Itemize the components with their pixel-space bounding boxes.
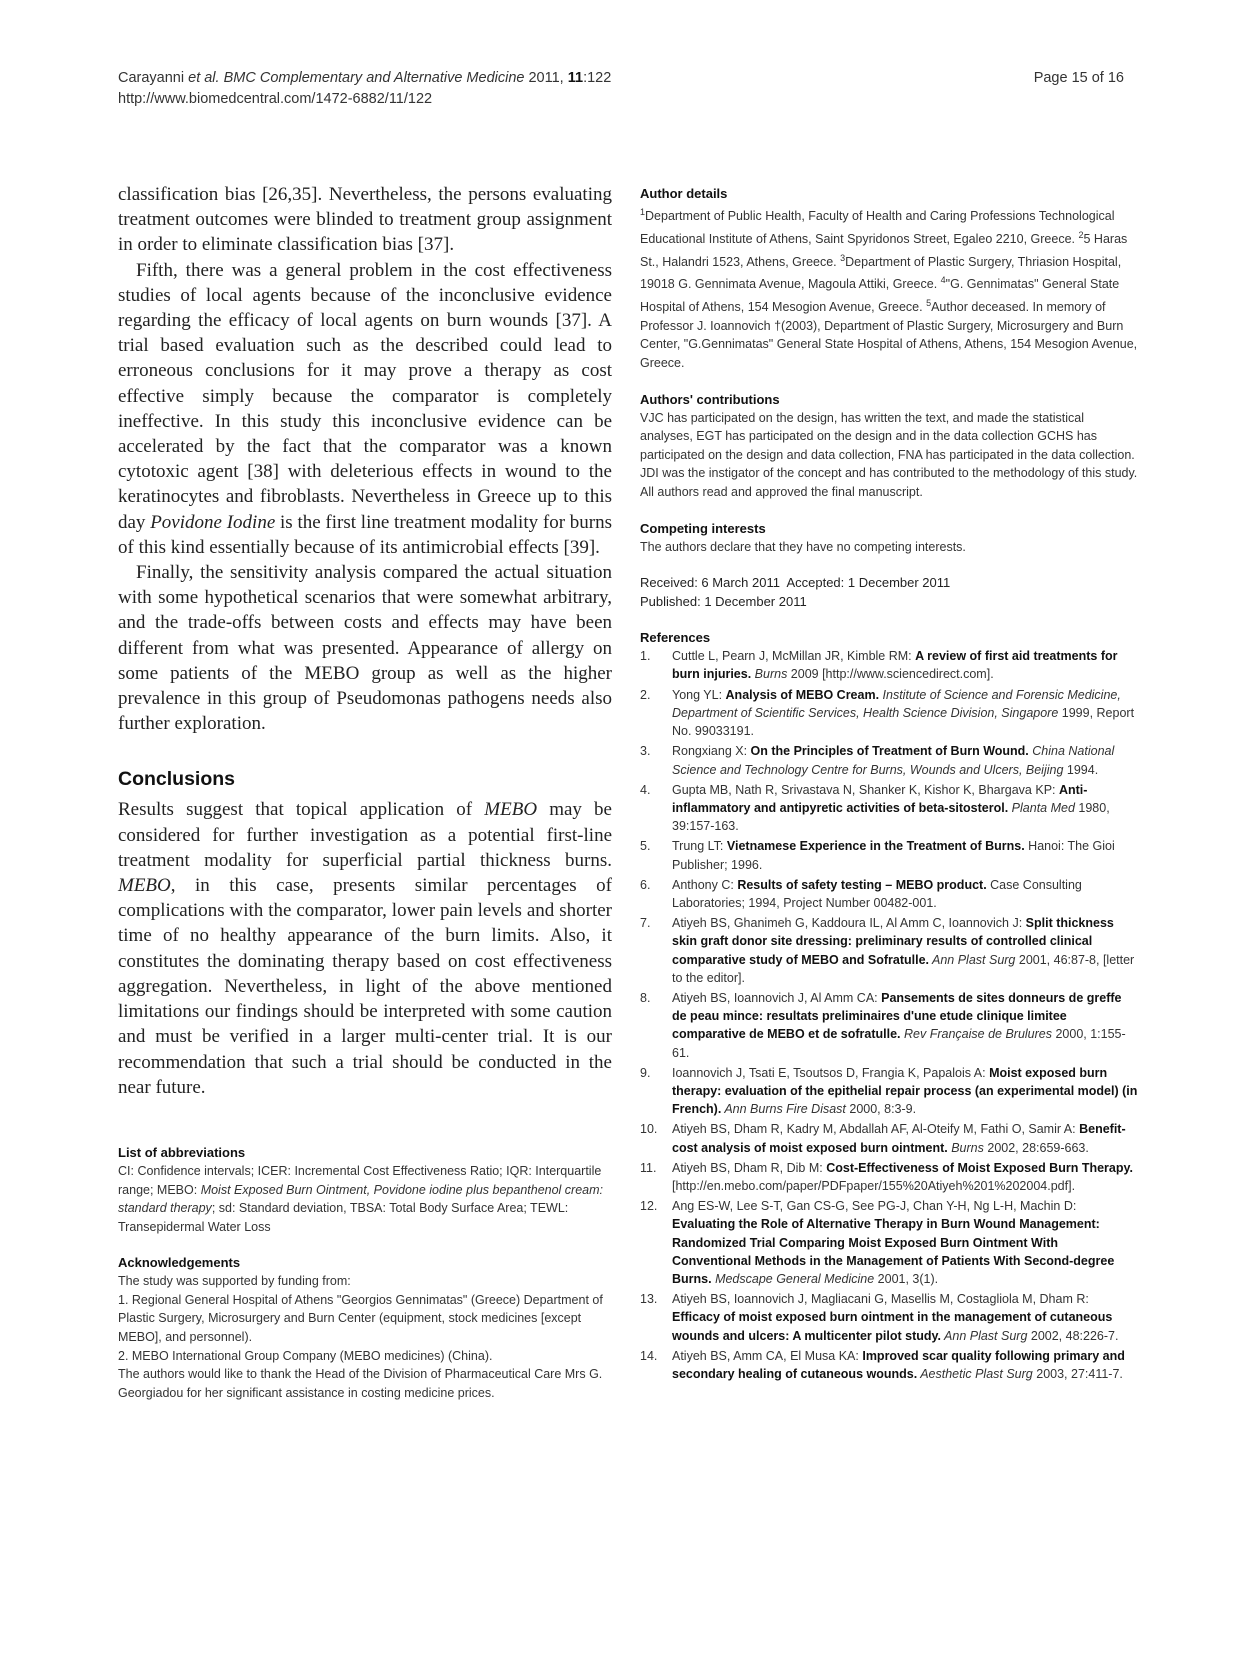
reference-number: 9. — [640, 1065, 651, 1080]
conclusions-heading: Conclusions — [118, 768, 236, 791]
reference-item — [640, 742, 1138, 778]
reference-journal: Ann Plast Surg — [929, 952, 1016, 967]
reference-title: Improved scar quality following primary and secondary healing of cutaneous wounds. — [672, 1348, 1125, 1381]
author-details-text: $^1$Department of Public Health, Faculty of Health and Caring Professions Technological Educational Institute of Athens, Saint Spyridonos Street, Egaleo 2210, Greece. $^2$5 Haras St., Halandri 1523, Athens, Greece. $^3$Department of Plastic Surgery, Thriasion Hospital, 19018 G. Gennimata Avenue, Magoula Attiki, Greece. $^4$"G. Gennimatas" General State Hospital of Athens, 154 Mesogion Avenue, Greece. $^5$Author deceased. In memory of Professor J. Ioannovich †(2003), Department of Plastic Surgery, Microsurgery and Burn Center, "G.Gennimatas" General State Hospital of Athens, Athens, 154 Mesogion Avenue, Greece. — [640, 207, 1138, 370]
reference-authors: Anthony C: — [672, 877, 738, 892]
reference-details: 2000, 1:155-61. — [672, 1027, 1126, 1060]
reference-text — [672, 837, 1138, 873]
reference-authors: Atiyeh BS, Ghanimeh G, Kaddoura IL, Al Amm C, Ioannovich J: — [672, 916, 1026, 931]
acknowledgements-heading: Acknowledgements — [118, 1255, 241, 1271]
reference-item — [640, 1197, 1138, 1288]
reference-journal: Ann Plast Surg — [941, 1328, 1028, 1343]
reference-details: 1994. — [1063, 762, 1099, 777]
reference-number: 2. — [640, 687, 651, 702]
running-header — [118, 68, 611, 110]
citation-line: Carayanni et al. BMC Complementary and Alternative Medicine 2011, 11:122 — [118, 70, 612, 86]
reference-item — [640, 876, 1138, 912]
page-number: Page 15 of 16 — [1033, 70, 1124, 86]
ack-line: 2. MEBO International Group Company (MEBO medicines) (China). — [118, 1348, 493, 1363]
ack-line: 1. Regional General Hospital of Athens "Georgios Gennimatas" (Greece) Department of Plastic Surgery, Microsurgery and Burn Center (equipment, stock medicines [except MEBO], and personnel). — [118, 1292, 603, 1345]
reference-text — [672, 1290, 1138, 1345]
reference-details: Hanoi: The Gioi Publisher; 1996. — [672, 839, 1115, 872]
reference-item — [640, 1120, 1138, 1156]
reference-details: 2002, 28:659-663. — [983, 1140, 1089, 1155]
published-date: Published: 1 December 2011 — [640, 593, 807, 609]
reference-text — [672, 876, 1138, 912]
reference-details: 2009 [http://www.sciencedirect.com]. — [787, 667, 994, 682]
reference-authors: Atiyeh BS, Dham R, Dib M: — [672, 1160, 827, 1175]
reference-authors: Atiyeh BS, Ioannovich J, Al Amm CA: — [672, 990, 882, 1005]
reference-details: 1980, 39:157-163. — [672, 800, 1110, 834]
conclusions-paragraph: Results suggest that topical application of MEBO may be considered for further investigation as a potential first-line treatment modality for superficial partial thickness burns. MEBO, in this case, presents similar percentages of complications with the comparator, lower pain levels and shorter time of no healthy appearance of the burn limits. Also, it constitutes the dominating therapy based on cost effectiveness aggregation. Nevertheless, in light of the above mentioned limitations our findings should be interpreted with some caution and must be verified in a larger multi-center trial. It is our recommendation that such a trial should be conducted in the near future. — [118, 799, 612, 1098]
reference-title: On the Principles of Treatment of Burn Wound. — [750, 744, 1029, 759]
contributions-heading: Authors' contributions — [640, 391, 780, 407]
reference-details: 2001, 3(1). — [874, 1271, 939, 1286]
reference-details: 2001, 46:87-8, [letter to the editor]. — [672, 952, 1135, 985]
reference-text — [672, 1064, 1138, 1119]
reference-journal: China National Science and Technology Centre for Burns, Wounds and Ulcers, Beijing — [672, 744, 1115, 777]
reference-authors: Ang ES-W, Lee S-T, Gan CS-G, See PG-J, Chan Y-H, Ng L-H, Machin D: — [672, 1199, 1077, 1214]
reference-details: [http://en.mebo.com/paper/PDFpaper/155%20Atiyeh%201%202004.pdf]. — [672, 1178, 1076, 1193]
reference-number: 14. — [640, 1348, 658, 1363]
paragraph-sensitivity-analysis: Finally, the sensitivity analysis compared the actual situation with some hypothetical scenarios that were somewhat arbitrary, and the trade-offs between costs and effects may have been different from what was presented. Appearance of allergy on some patients of the MEBO group as well as the higher prevalence in this group of Pseudomonas pathogens needs also further exploration. — [118, 562, 612, 735]
abbreviations-text: CI: Confidence intervals; ICER: Incremental Cost Effectiveness Ratio; IQR: Interquartile range; MEBO: Moist Exposed Burn Ointment, Povidone iodine plus bepanthenol cream: standard therapy; sd: Standard deviation, TBSA: Total Body Surface Area; TEWL: Transepidermal Water Loss — [118, 1163, 604, 1234]
reference-item — [640, 1347, 1138, 1383]
competing-interests-heading: Competing interests — [640, 520, 766, 536]
reference-number: 6. — [640, 877, 651, 892]
reference-text — [672, 686, 1138, 741]
references-heading: References — [640, 630, 711, 646]
abbreviations-section — [118, 1144, 612, 1236]
ack-line: The study was supported by funding from: — [118, 1274, 351, 1289]
reference-authors: Cuttle L, Pearn J, McMillan JR, Kimble RM: — [672, 649, 916, 664]
reference-item — [640, 837, 1138, 873]
reference-text — [672, 1120, 1138, 1156]
reference-number: 10. — [640, 1122, 658, 1137]
reference-authors: Atiyeh BS, Dham R, Kadry M, Abdallah AF, Al-Oteify M, Fathi O, Samir A: — [672, 1122, 1080, 1137]
reference-journal: Burns — [947, 1140, 984, 1155]
paragraph-classification-bias: classification bias [26,35]. Nevertheless, the persons evaluating treatment outcomes were blinded to treatment group assignment in order to eliminate classification bias [37]. — [118, 184, 612, 256]
reference-title: A review of first aid treatments for burn injuries. — [672, 649, 1118, 682]
reference-journal: Burns — [751, 667, 788, 682]
left-column — [118, 182, 612, 1420]
reference-item — [640, 1064, 1138, 1119]
contributions-section — [640, 391, 1138, 502]
author-details-section — [640, 185, 1138, 373]
abbreviations-heading: List of abbreviations — [118, 1144, 246, 1160]
reference-number: 12. — [640, 1199, 658, 1214]
reference-item — [640, 647, 1138, 683]
reference-text — [672, 781, 1138, 836]
acknowledgements-section — [118, 1254, 612, 1402]
dates-section — [640, 574, 1138, 611]
reference-number: 8. — [640, 990, 651, 1005]
reference-authors: Trung LT: — [672, 839, 727, 854]
reference-title: Analysis of MEBO Cream. — [725, 687, 880, 702]
reference-title: Vietnamese Experience in the Treatment of Burns. — [726, 839, 1025, 854]
author-details-heading: Author details — [640, 186, 728, 201]
reference-title: Moist exposed burn therapy: evaluation of the epithelial repair process (an experimental model) (in French). — [672, 1065, 1138, 1117]
reference-title: Results of safety testing – MEBO product. — [737, 877, 987, 892]
reference-title: Benefit-cost analysis of moist exposed burn ointment. — [672, 1122, 1126, 1155]
reference-item — [640, 914, 1138, 987]
reference-details: 2000, 8:3-9. — [845, 1102, 917, 1117]
competing-interests-text: The authors declare that they have no competing interests. — [640, 539, 966, 554]
reference-text — [672, 1197, 1138, 1288]
reference-text — [672, 989, 1138, 1062]
references-section — [640, 629, 1138, 1383]
paragraph-fifth-limitation: Fifth, there was a general problem in the cost effectiveness studies of local agents because of the inconclusive evidence regarding the efficacy of local agents on burn wounds [37]. A trial based evaluation such as the described could lead to erroneous conclusions for it may prove a therapy as cost effective simply because the comparator is completely ineffective. In this study this inconclusive evidence can be accelerated by the fact that the comparator was a known cytotoxic agent [38] with deleterious effects in wound to the keratinocytes and fibroblasts. Nevertheless in Greece up to this day Povidone Iodine is the first line treatment modality for burns of this kind essentially because of its antimicrobial effects [39]. — [118, 259, 613, 558]
reference-authors: Ioannovich J, Tsati E, Tsoutsos D, Frangia K, Papalois A: — [672, 1065, 990, 1080]
reference-text — [672, 742, 1138, 778]
reference-number: 1. — [640, 649, 651, 664]
reference-text — [672, 1347, 1138, 1383]
right-column — [640, 185, 1138, 1385]
contributions-text: VJC has participated on the design, has written the text, and made the statistical analyses, EGT has participated on the design and in the data collection GCHS has participated on the design and data collection, FNA has participated in the data collection. JDI was the instigator of the concept and has contributed to the methodology of this study. All authors read and approved the final manuscript. — [640, 410, 1138, 499]
reference-title: Split thickness skin graft donor site dressing: preliminary results of controlled clinical comparative study of MEBO and Sofratulle. — [672, 916, 1114, 967]
reference-item — [640, 1290, 1138, 1345]
reference-title: Cost-Effectiveness of Moist Exposed Burn Therapy. — [826, 1160, 1133, 1175]
reference-item — [640, 686, 1138, 741]
reference-number: 11. — [640, 1160, 657, 1175]
reference-authors: Gupta MB, Nath R, Srivastava N, Shanker K, Kishor K, Bhargava KP: — [672, 782, 1059, 797]
reference-details: 1999, Report No. 99033191. — [672, 705, 1135, 739]
reference-journal: Medscape General Medicine — [711, 1271, 875, 1286]
reference-authors: Atiyeh BS, Amm CA, El Musa KA: — [672, 1348, 863, 1363]
reference-number: 5. — [640, 839, 651, 854]
competing-interests-section — [640, 520, 1138, 557]
reference-item — [640, 989, 1138, 1062]
reference-details: Case Consulting Laboratories; 1994, Project Number 00482-001. — [672, 877, 1082, 910]
reference-item — [640, 1159, 1138, 1195]
reference-title: Efficacy of moist exposed burn ointment in the management of cutaneous wounds and ulcers: A multicenter pilot study. — [672, 1310, 1113, 1343]
reference-title: Evaluating the Role of Alternative Therapy in Burn Wound Management: Randomized Trial Comparing Moist Exposed Burn Ointment With Conventional Methods in the Management of Patients With Second-degree Burns. — [672, 1217, 1115, 1286]
reference-number: 4. — [640, 782, 651, 797]
reference-number: 13. — [640, 1292, 658, 1307]
ack-line: The authors would like to thank the Head of the Division of Pharmaceutical Care Mrs G. Georgiadou for her significant assistance in costing medicine prices. — [118, 1367, 603, 1400]
reference-number: 3. — [640, 744, 651, 759]
reference-title: Pansements de sites donneurs de greffe de peau mince: resultats preliminaires d'une etude clinique limitee comparative de MEBO et de sofratulle. — [672, 990, 1122, 1042]
reference-journal: Institute of Science and Forensic Medicine, Department of Scientific Services, Health Science Division, Singapore — [672, 687, 1121, 720]
reference-text — [672, 647, 1138, 683]
reference-title: Anti-inflammatory and antipyretic activities of beta-sitosterol. — [672, 782, 1088, 815]
reference-details: 2003, 27:411-7. — [1032, 1367, 1123, 1381]
reference-journal: Planta Med — [1008, 800, 1075, 815]
reference-text — [672, 1159, 1138, 1195]
reference-journal: Aesthetic Plast Surg — [917, 1367, 1033, 1381]
article-url[interactable]: http://www.biomedcentral.com/1472-6882/11/122 — [118, 91, 433, 107]
reference-authors: Atiyeh BS, Ioannovich J, Magliacani G, Masellis M, Costagliola M, Dham R: — [672, 1292, 1089, 1307]
reference-list — [640, 647, 1138, 1383]
reference-authors: Yong YL: — [672, 687, 726, 702]
reference-text — [672, 914, 1138, 987]
reference-authors: Rongxiang X: — [672, 744, 751, 759]
reference-journal: Rev Française de Brulures — [900, 1027, 1052, 1042]
reference-details: 2002, 48:226-7. — [1027, 1328, 1119, 1343]
received-accepted-dates: Received: 6 March 2011 Accepted: 1 December 2011 — [640, 575, 951, 591]
reference-item — [640, 781, 1138, 836]
reference-number: 7. — [640, 916, 651, 931]
reference-journal: Ann Burns Fire Disast — [721, 1102, 846, 1117]
